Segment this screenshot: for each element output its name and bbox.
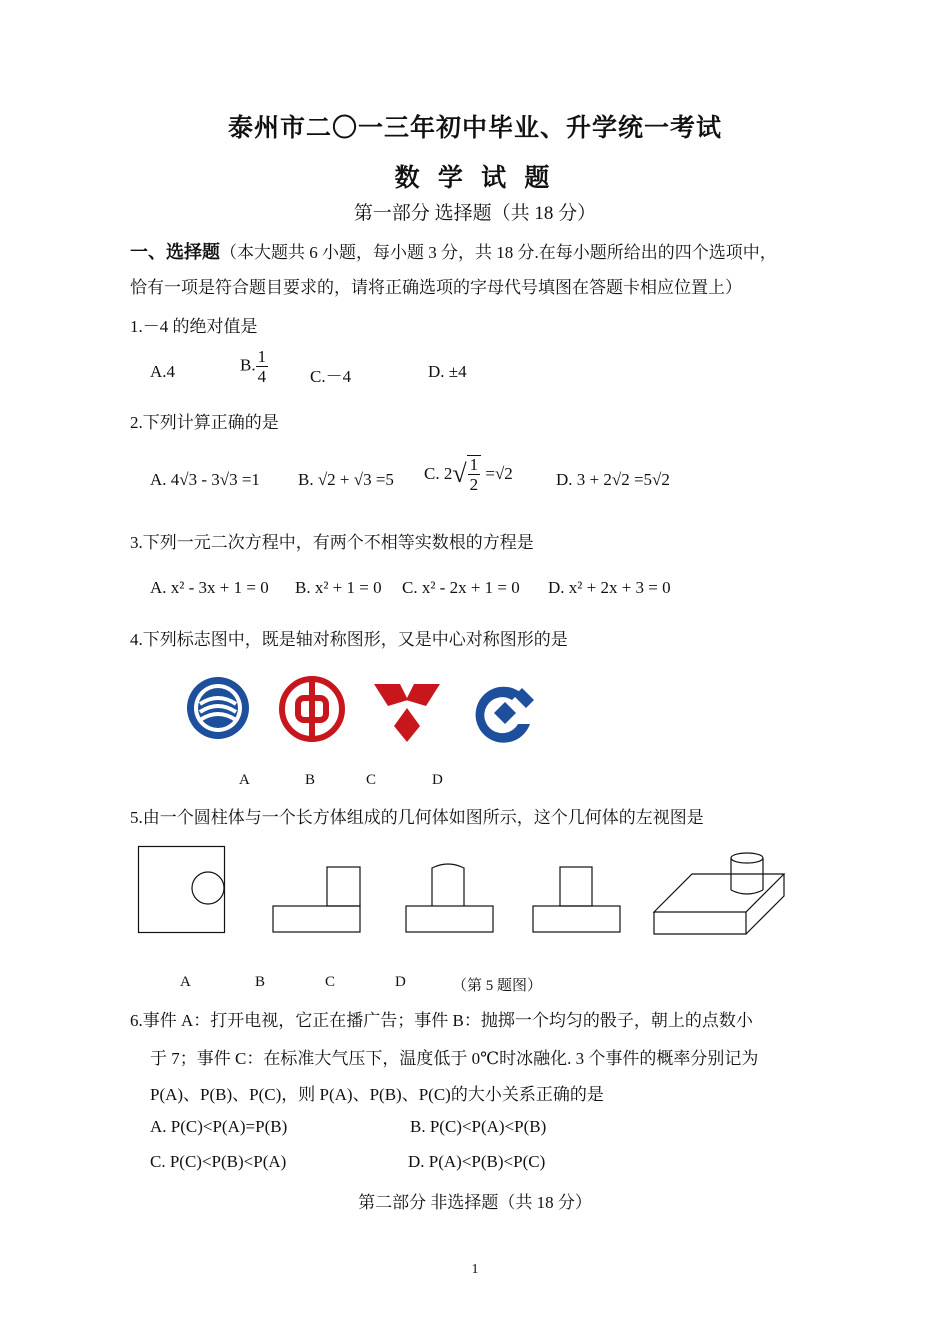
q4-label-b: B [305, 772, 316, 788]
q6-line-1: 6.事件 A：打开电视，它正在播广告；事件 B：抛掷一个均匀的骰子，朝上的点数小 [130, 1011, 753, 1030]
q1-b-numerator: 1 [257, 347, 267, 366]
q5-solid-figure [652, 848, 786, 936]
instructions-line-1: （本大题共 6 小题，每小题 3 分，共 18 分.在每小题所给出的四个选项中， [220, 243, 777, 262]
page-number: 1 [471, 1262, 479, 1277]
q5-option-b-view [272, 866, 362, 934]
q1-option-b [240, 348, 268, 385]
q2-option-b: B. √2 + √3 =5 [298, 470, 394, 489]
q3-option-b: B. x² + 1 = 0 [295, 578, 382, 597]
q4-stem: 4.下列标志图中，既是轴对称图形，又是中心对称图形的是 [130, 630, 568, 649]
section-instructions [130, 238, 777, 264]
q3-stem: 3.下列一元二次方程中，有两个不相等实数根的方程是 [130, 533, 534, 552]
q5-option-c-view [405, 862, 495, 934]
subject-title: 数 学 试 题 [394, 165, 556, 192]
part-one-heading: 第一部分 选择题（共 18 分） [353, 203, 597, 224]
q2-option-c-suffix: =√2 [485, 464, 513, 483]
q5-label-c: C [325, 974, 336, 990]
q1-option-c: C.－4 [310, 367, 352, 386]
q5-label-b: B [255, 974, 266, 990]
q6-line-3: P(A)、P(B)、P(C)，则 P(A)、P(B)、P(C)的大小关系正确的是 [150, 1085, 604, 1104]
q1-option-d: D. ±4 [428, 362, 467, 381]
q5-option-d-view [532, 866, 622, 934]
q6-line-2: 于 7；事件 C：在标准大气压下，温度低于 0℃时冰融化. 3 个事件的概率分别记为 [150, 1049, 759, 1068]
q1-option-a: A.4 [150, 362, 176, 381]
q4-label-c: C [366, 772, 377, 788]
q6-option-d: D. P(A)<P(B)<P(C) [408, 1152, 546, 1171]
q5-option-a-view [138, 846, 226, 934]
instructions-line-2: 恰有一项是符合题目要求的，请将正确选项的字母代号填图在答题卡相应位置上） [130, 278, 742, 297]
q3-option-d: D. x² + 2x + 3 = 0 [548, 578, 671, 597]
q3-option-c: C. x² - 2x + 1 = 0 [402, 578, 520, 597]
q2-c-numerator: 1 [469, 455, 479, 474]
q3-option-a: A. x² - 3x + 1 = 0 [150, 578, 269, 597]
logo-c-diamonds-icon [372, 680, 442, 744]
q5-label-d: D [395, 974, 406, 990]
q2-option-c-prefix: C. 2 [424, 464, 453, 483]
q2-stem: 2.下列计算正确的是 [130, 413, 279, 432]
q6-option-a: A. P(C)<P(A)=P(B) [150, 1117, 288, 1136]
q6-option-c: C. P(C)<P(B)<P(A) [150, 1152, 287, 1171]
q1-stem: 1.－4 的绝对值是 [130, 317, 258, 336]
q4-label-d: D [432, 772, 443, 788]
q4-label-a: A [239, 772, 250, 788]
q2-option-c: C. 2√ $\frac{1}{2}$ =√2 [424, 455, 513, 494]
q2-c-denominator: 2 [469, 475, 479, 494]
q2-option-d: D. 3 + 2√2 =5√2 [556, 470, 670, 489]
logo-d-swirl-icon [472, 680, 538, 746]
q5-figure-caption: （第 5 题图） [452, 978, 543, 994]
q2-option-a: A. 4√3 - 3√3 =1 [150, 470, 260, 489]
logo-a-wave-icon [186, 676, 250, 740]
part-two-heading: 第二部分 非选择题（共 18 分） [358, 1193, 592, 1212]
q6-option-b: B. P(C)<P(A)<P(B) [410, 1117, 547, 1136]
logo-b-coin-icon [280, 677, 344, 741]
section-heading: 一、选择题 [130, 242, 220, 262]
q1-b-denominator: 4 [257, 367, 267, 386]
exam-title: 泰州市二〇一三年初中毕业、升学统一考试 [227, 115, 722, 142]
q5-stem: 5.由一个圆柱体与一个长方体组成的几何体如图所示，这个几何体的左视图是 [130, 808, 704, 827]
q1-option-b-prefix: B. [240, 355, 256, 375]
q5-label-a: A [180, 974, 191, 990]
